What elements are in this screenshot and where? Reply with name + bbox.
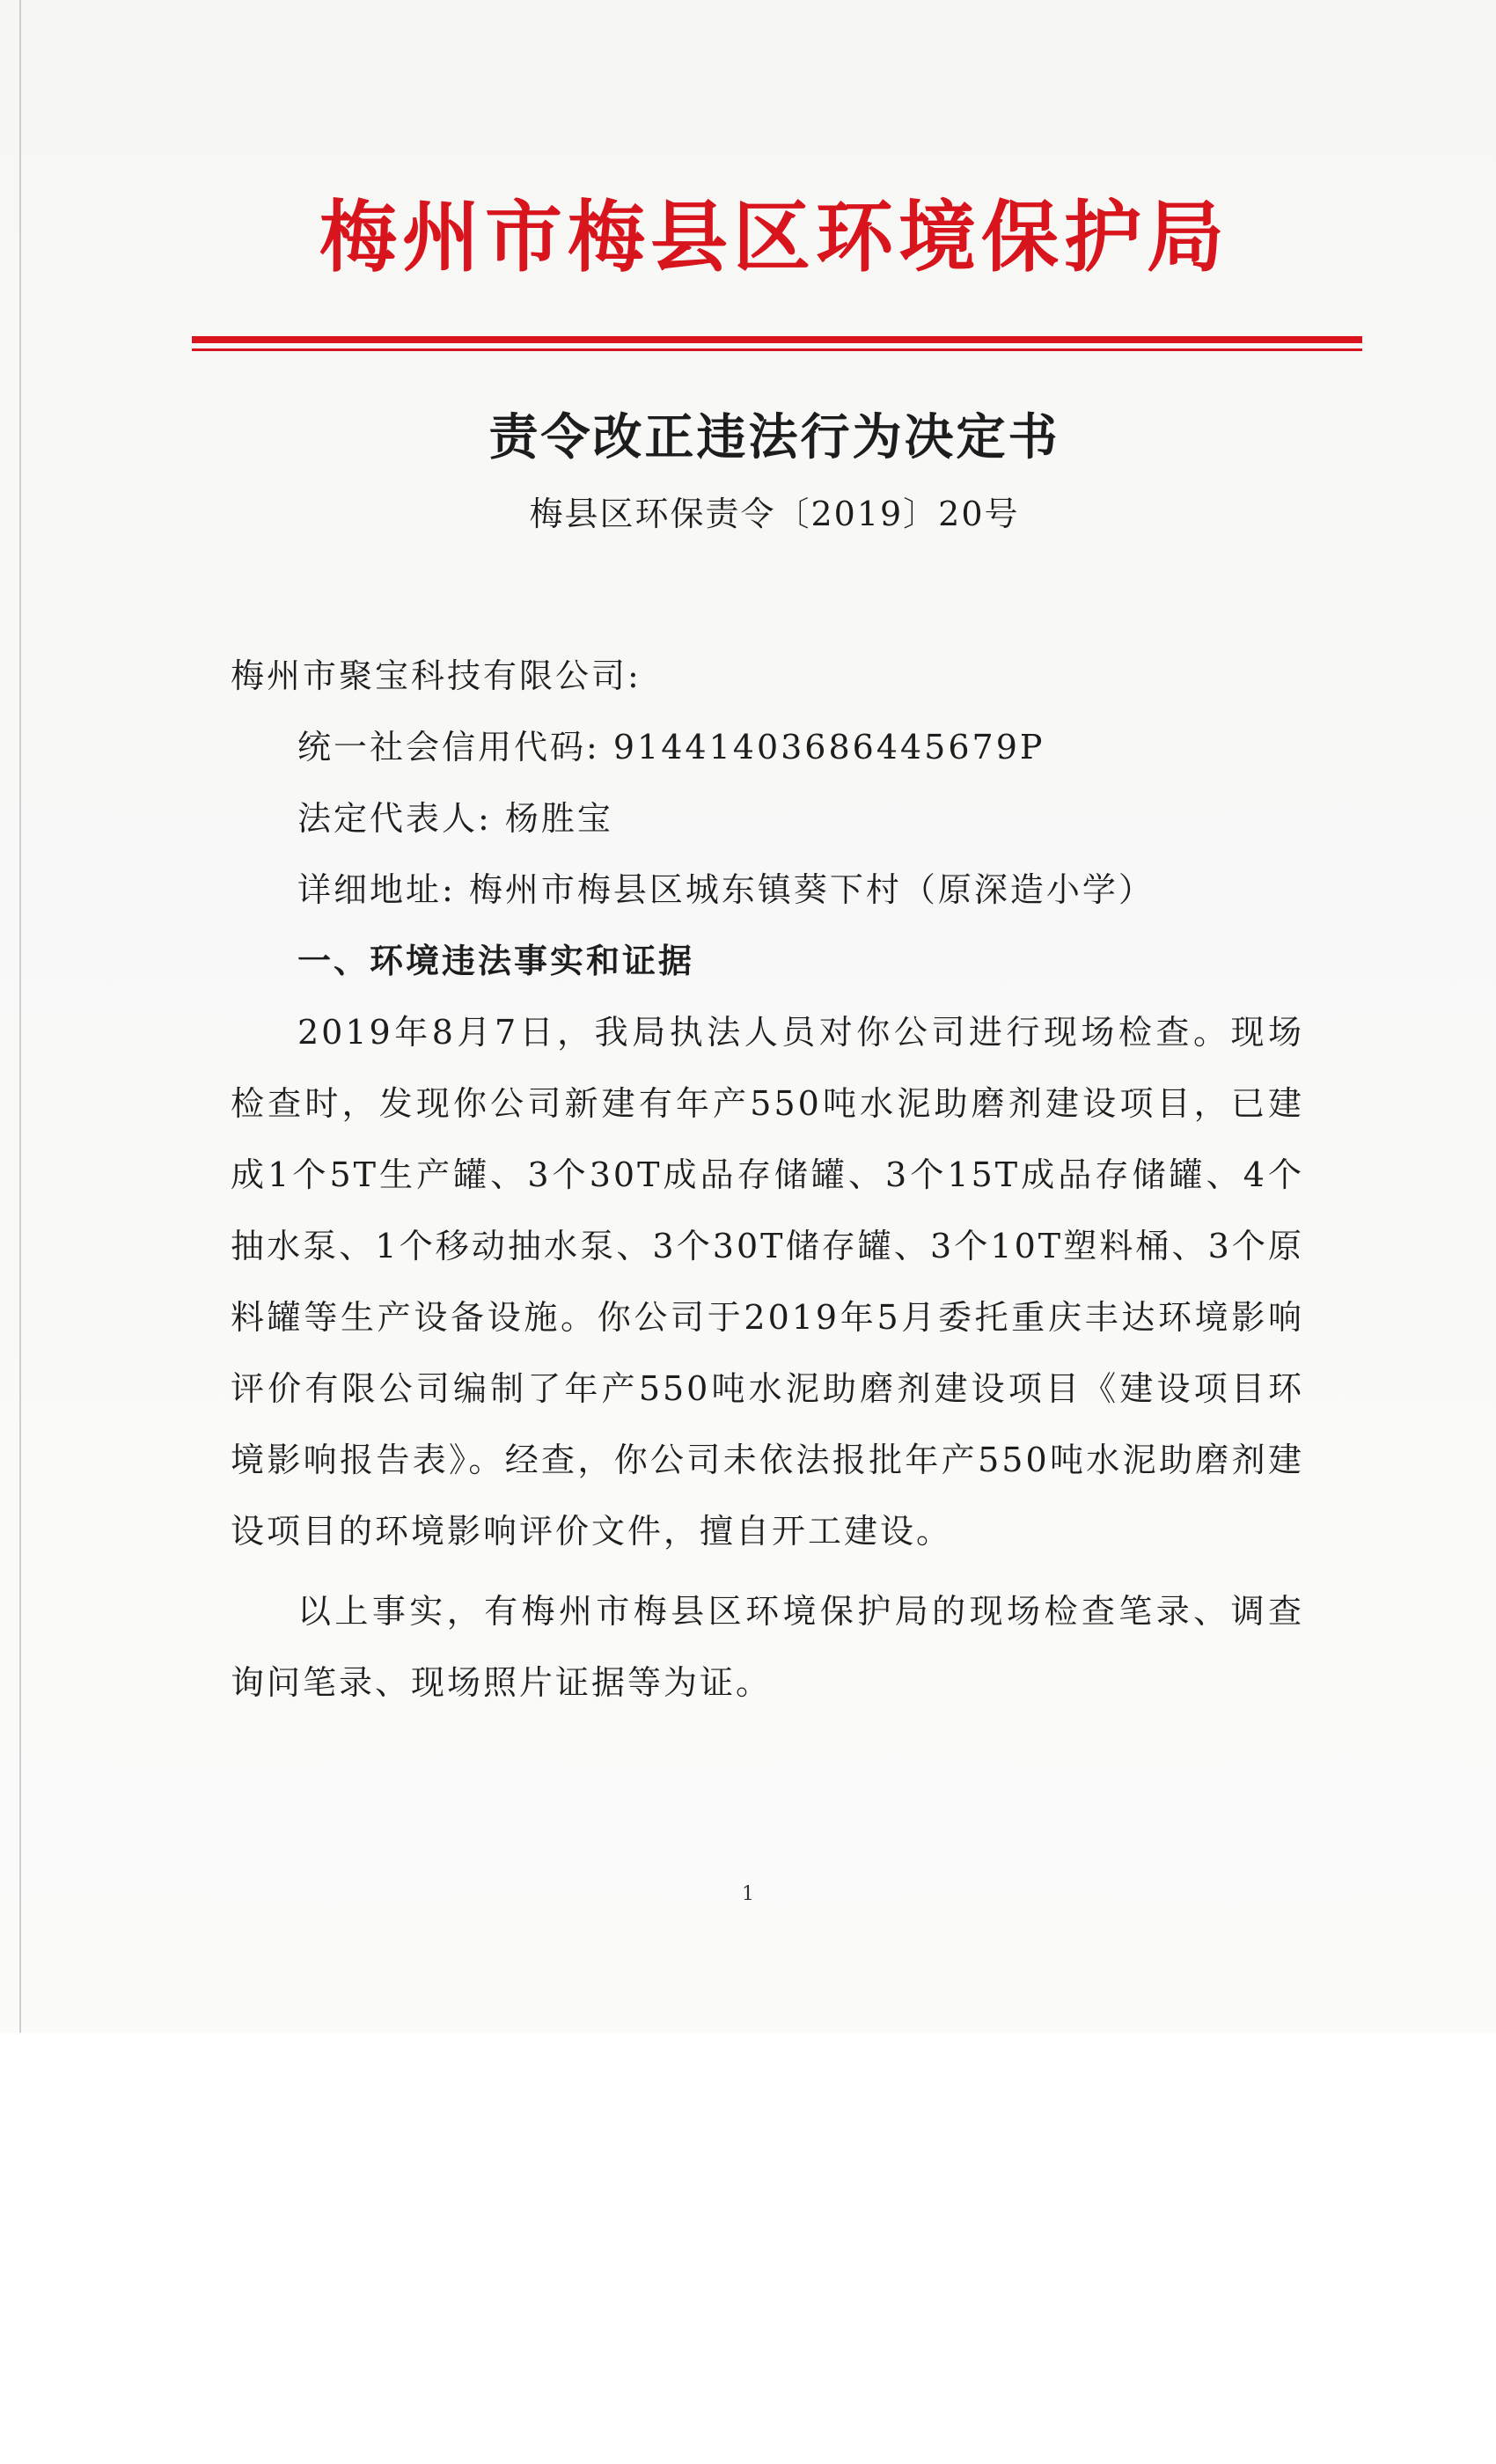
facts-paragraph: 2019年8月7日，我局执法人员对你公司进行现场检查。现场检查时，发现你公司新建有年产550吨水泥助磨剂建设项目，已建成1个5T生产罐、3个30T成品存储罐、3个15T成品存储罐、4个抽水泵、1个移动抽水泵、3个30T储存罐、3个10T塑料桶、3个原料罐等生产设备设施。你公司于2019年5月委托重庆丰达环境影响评价有限公司编制了年产550吨水泥助磨剂建设项目《建设项目环境影响报告表》。经查，你公司未依法报批年产550吨水泥助磨剂建设项目的环境影响评价文件，擅自开工建设。 xyxy=(231,1013,1304,1551)
letterhead-rule-thin xyxy=(192,348,1362,351)
credit-code-line: 统一社会信用代码: 91441403686445679P xyxy=(297,728,1045,766)
evidence-paragraph: 以上事实，有梅州市梅县区环境保护局的现场检查笔录、调查询问笔录、现场照片证据等为证。 xyxy=(231,1592,1304,1702)
scan-edge-line xyxy=(19,0,21,2033)
recipient-line: 梅州市聚宝科技有限公司: xyxy=(231,656,642,695)
document-title: 责令改正违法行为决定书 xyxy=(488,408,1060,466)
address-line: 详细地址: 梅州市梅县区城东镇葵下村（原深造小学） xyxy=(297,870,1155,909)
legal-representative-line: 法定代表人: 杨胜宝 xyxy=(297,799,613,838)
section-heading: 一、环境违法事实和证据 xyxy=(297,942,695,980)
page-number: 1 xyxy=(742,1883,754,1905)
letterhead-title: 梅州市梅县区环境保护局 xyxy=(319,192,1229,282)
document-body xyxy=(231,641,1304,1727)
letterhead-rule-thick xyxy=(192,336,1362,343)
document-number: 梅县区环保责令〔2019〕20号 xyxy=(529,495,1020,533)
